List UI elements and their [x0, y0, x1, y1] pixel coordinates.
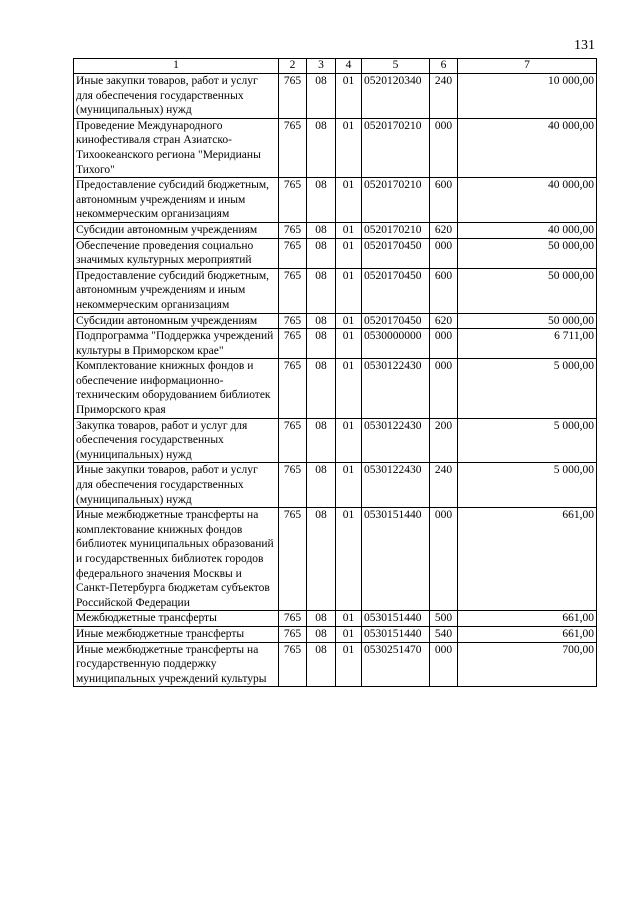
row-name-cell: Подпрограмма "Поддержка учреждений культуры в Приморском крае" — [74, 329, 279, 359]
table-row — [74, 642, 597, 687]
column-header: 2 — [279, 59, 307, 74]
row-grbs-cell: 765 — [279, 626, 307, 642]
row-target-article-cell: 0530151440 — [362, 508, 430, 611]
header-row — [74, 59, 597, 74]
row-grbs-cell: 765 — [279, 418, 307, 463]
row-section-cell: 08 — [307, 626, 336, 642]
table-row — [74, 178, 597, 223]
row-subsection-cell: 01 — [336, 418, 362, 463]
budget-table — [73, 58, 597, 687]
row-target-article-cell: 0520170450 — [362, 238, 430, 268]
table-row — [74, 329, 597, 359]
row-amount-cell: 40 000,00 — [458, 118, 597, 177]
row-name-cell: Иные закупки товаров, работ и услуг для обеспечения государственных (муниципальных) нужд — [74, 463, 279, 508]
row-expense-type-cell: 540 — [430, 626, 458, 642]
row-section-cell: 08 — [307, 611, 336, 627]
row-amount-cell: 5 000,00 — [458, 418, 597, 463]
row-grbs-cell: 765 — [279, 463, 307, 508]
row-amount-cell: 700,00 — [458, 642, 597, 687]
table-body — [74, 74, 597, 687]
row-expense-type-cell: 620 — [430, 313, 458, 329]
row-section-cell: 08 — [307, 118, 336, 177]
table-row — [74, 463, 597, 508]
row-grbs-cell: 765 — [279, 313, 307, 329]
row-subsection-cell: 01 — [336, 118, 362, 177]
table-row — [74, 418, 597, 463]
row-subsection-cell: 01 — [336, 238, 362, 268]
row-amount-cell: 661,00 — [458, 611, 597, 627]
row-amount-cell: 5 000,00 — [458, 463, 597, 508]
row-amount-cell: 661,00 — [458, 626, 597, 642]
table-row — [74, 508, 597, 611]
row-amount-cell: 50 000,00 — [458, 313, 597, 329]
row-name-cell: Комплектование книжных фондов и обеспечение информационно-техническим оборудованием библиотек Приморского края — [74, 359, 279, 418]
table-row — [74, 359, 597, 418]
table-row — [74, 313, 597, 329]
row-amount-cell: 50 000,00 — [458, 268, 597, 313]
row-name-cell: Субсидии автономным учреждениям — [74, 313, 279, 329]
table-row — [74, 118, 597, 177]
row-name-cell: Иные межбюджетные трансферты на комплектование книжных фондов библиотек муниципальных образований и государственных библиотек городов федерального значения Москвы и Санкт-Петербурга бюджетам субъектов Российской Федерации — [74, 508, 279, 611]
row-target-article-cell: 0520170450 — [362, 313, 430, 329]
row-subsection-cell: 01 — [336, 359, 362, 418]
page-number: 131 — [574, 38, 595, 53]
row-grbs-cell: 765 — [279, 359, 307, 418]
column-header: 4 — [336, 59, 362, 74]
row-subsection-cell: 01 — [336, 222, 362, 238]
row-grbs-cell: 765 — [279, 118, 307, 177]
row-grbs-cell: 765 — [279, 178, 307, 223]
row-grbs-cell: 765 — [279, 508, 307, 611]
row-subsection-cell: 01 — [336, 74, 362, 119]
table-row — [74, 222, 597, 238]
row-section-cell: 08 — [307, 359, 336, 418]
row-grbs-cell: 765 — [279, 238, 307, 268]
row-target-article-cell: 0520170210 — [362, 118, 430, 177]
column-header: 1 — [74, 59, 279, 74]
row-grbs-cell: 765 — [279, 329, 307, 359]
table-row — [74, 74, 597, 119]
row-expense-type-cell: 240 — [430, 74, 458, 119]
row-expense-type-cell: 600 — [430, 178, 458, 223]
row-target-article-cell: 0520170210 — [362, 222, 430, 238]
row-target-article-cell: 0530151440 — [362, 611, 430, 627]
row-name-cell: Иные закупки товаров, работ и услуг для обеспечения государственных (муниципальных) нужд — [74, 74, 279, 119]
row-subsection-cell: 01 — [336, 329, 362, 359]
table-row — [74, 238, 597, 268]
row-target-article-cell: 0530122430 — [362, 463, 430, 508]
row-section-cell: 08 — [307, 178, 336, 223]
row-amount-cell: 661,00 — [458, 508, 597, 611]
row-amount-cell: 40 000,00 — [458, 222, 597, 238]
row-grbs-cell: 765 — [279, 268, 307, 313]
row-amount-cell: 6 711,00 — [458, 329, 597, 359]
row-expense-type-cell: 500 — [430, 611, 458, 627]
row-section-cell: 08 — [307, 642, 336, 687]
row-name-cell: Обеспечение проведения социально значимых культурных мероприятий — [74, 238, 279, 268]
row-expense-type-cell: 240 — [430, 463, 458, 508]
row-name-cell: Предоставление субсидий бюджетным, автономным учреждениям и иным некоммерческим организациям — [74, 268, 279, 313]
row-subsection-cell: 01 — [336, 626, 362, 642]
row-subsection-cell: 01 — [336, 178, 362, 223]
row-target-article-cell: 0520170210 — [362, 178, 430, 223]
row-target-article-cell: 0530000000 — [362, 329, 430, 359]
row-expense-type-cell: 600 — [430, 268, 458, 313]
row-name-cell: Предоставление субсидий бюджетным, автономным учреждениям и иным некоммерческим организациям — [74, 178, 279, 223]
row-section-cell: 08 — [307, 238, 336, 268]
row-section-cell: 08 — [307, 268, 336, 313]
row-name-cell: Иные межбюджетные трансферты на государственную поддержку муниципальных учреждений культуры — [74, 642, 279, 687]
row-subsection-cell: 01 — [336, 642, 362, 687]
row-subsection-cell: 01 — [336, 611, 362, 627]
row-expense-type-cell: 000 — [430, 508, 458, 611]
row-expense-type-cell: 000 — [430, 118, 458, 177]
row-section-cell: 08 — [307, 313, 336, 329]
row-target-article-cell: 0530122430 — [362, 418, 430, 463]
row-amount-cell: 5 000,00 — [458, 359, 597, 418]
row-amount-cell: 50 000,00 — [458, 238, 597, 268]
column-header: 6 — [430, 59, 458, 74]
table-row — [74, 626, 597, 642]
row-section-cell: 08 — [307, 329, 336, 359]
row-section-cell: 08 — [307, 418, 336, 463]
row-amount-cell: 10 000,00 — [458, 74, 597, 119]
row-name-cell: Иные межбюджетные трансферты — [74, 626, 279, 642]
row-target-article-cell: 0520170450 — [362, 268, 430, 313]
row-amount-cell: 40 000,00 — [458, 178, 597, 223]
row-name-cell: Проведение Международного кинофестиваля стран Азиатско-Тихоокеанского региона "Меридианы Тихого" — [74, 118, 279, 177]
table-row — [74, 268, 597, 313]
row-target-article-cell: 0530151440 — [362, 626, 430, 642]
row-name-cell: Закупка товаров, работ и услуг для обеспечения государственных (муниципальных) нужд — [74, 418, 279, 463]
row-target-article-cell: 0530122430 — [362, 359, 430, 418]
row-target-article-cell: 0530251470 — [362, 642, 430, 687]
row-section-cell: 08 — [307, 463, 336, 508]
row-expense-type-cell: 000 — [430, 359, 458, 418]
row-subsection-cell: 01 — [336, 268, 362, 313]
row-subsection-cell: 01 — [336, 508, 362, 611]
row-subsection-cell: 01 — [336, 463, 362, 508]
column-header: 7 — [458, 59, 597, 74]
row-grbs-cell: 765 — [279, 611, 307, 627]
column-header: 5 — [362, 59, 430, 74]
row-grbs-cell: 765 — [279, 642, 307, 687]
row-expense-type-cell: 000 — [430, 642, 458, 687]
row-section-cell: 08 — [307, 222, 336, 238]
row-subsection-cell: 01 — [336, 313, 362, 329]
row-expense-type-cell: 000 — [430, 329, 458, 359]
row-expense-type-cell: 620 — [430, 222, 458, 238]
column-header: 3 — [307, 59, 336, 74]
row-grbs-cell: 765 — [279, 222, 307, 238]
row-name-cell: Межбюджетные трансферты — [74, 611, 279, 627]
row-expense-type-cell: 000 — [430, 238, 458, 268]
table-row — [74, 611, 597, 627]
row-section-cell: 08 — [307, 508, 336, 611]
row-grbs-cell: 765 — [279, 74, 307, 119]
row-section-cell: 08 — [307, 74, 336, 119]
row-expense-type-cell: 200 — [430, 418, 458, 463]
row-name-cell: Субсидии автономным учреждениям — [74, 222, 279, 238]
row-target-article-cell: 0520120340 — [362, 74, 430, 119]
